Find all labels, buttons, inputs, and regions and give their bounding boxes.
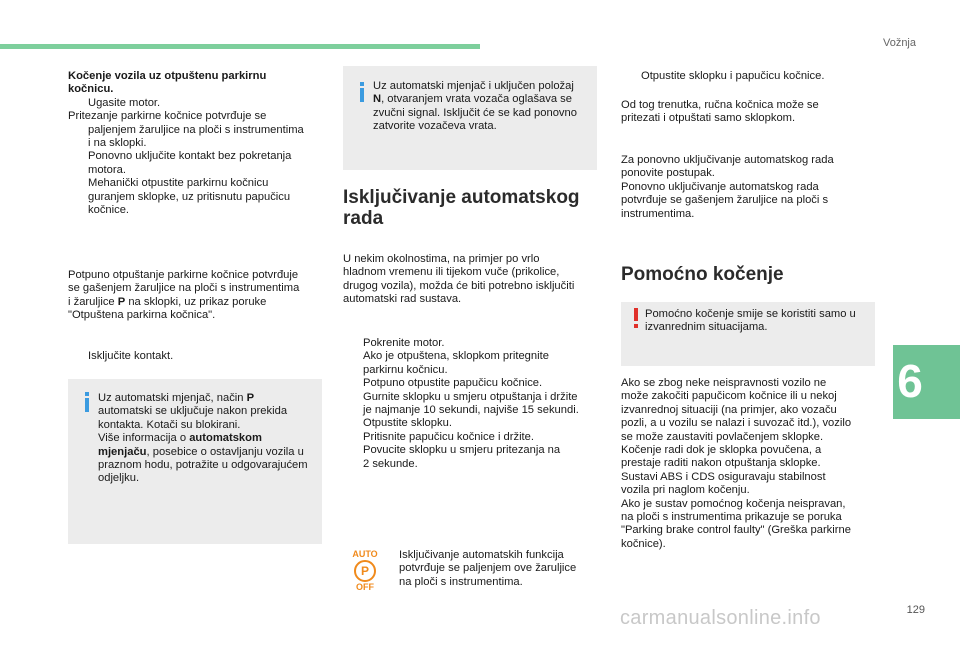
emergency-braking-paragraph: Ako se zbog neke neispravnosti vozilo ne može zakočiti papučicom kočnice ili u nekoj izvanrednoj situaciji (na primjer, ako vozaču pozli, a u vozilu se nalazi i suvozač itd.), vozilo se može zaustaviti povlačenjem sklopke. Kočenje radi dok je sklopka povučena, a prestaje raditi nakon otpuštanja sklopke. Sustavi ABS i CDS osiguravaju stabilnost vozila pri naglom kočenju. Ako je sustav pomoćnog kočenja neispravan, na ploči s instrumentima prikazuje se poruka "Parking brake control faulty" (Greška parkirne kočnice). — [621, 377, 852, 550]
auto-off-confirmation-text: Isključivanje automatskih funkcija potvrđuje se paljenjem ove žaruljice na ploči s instrumentima. — [399, 549, 577, 588]
chapter-number: 6 — [897, 355, 923, 407]
procedure-heading-cont: kočnicu. — [68, 83, 114, 96]
text-line: kočnice. — [88, 204, 130, 217]
step-item: Mehanički otpustite parkirnu kočnicu — [88, 177, 269, 190]
text-line: "Otpuštena parkirna kočnica". — [68, 309, 216, 322]
warning-icon — [631, 308, 641, 328]
step-item: Ponovno uključite kontakt bez pokretanja — [88, 150, 292, 163]
step-item: Ako je otpuštena, sklopkom pritegnite — [363, 350, 549, 363]
text-line: motora. — [88, 163, 126, 176]
text-line: i na sklopki. — [88, 137, 147, 150]
step-item: Isključite kontakt. — [88, 350, 174, 362]
watermark: carmanualsonline.info — [620, 607, 821, 629]
disable-auto-intro: U nekim okolnostima, na primjer po vrlo hladnom vremenu ili tijekom vuče (prikolice, drugog vozila), možda će biti potrebno isključiti automatski rad sustava. — [343, 253, 575, 306]
procedure-heading: Kočenje vozila uz otpuštenu parkirnu — [68, 70, 267, 82]
info-icon — [82, 392, 92, 412]
header-accent-bar — [0, 44, 480, 49]
section-heading-disable-auto: Isključivanje automatskog rada — [343, 187, 580, 229]
section-heading-emergency-braking: Pomoćno kočenje — [621, 264, 784, 285]
step-item: Pritisnite papučicu kočnice i držite. — [363, 430, 534, 443]
disable-auto-steps: Pokrenite motor. Ako je otpuštena, sklopkom pritegnite parkirnu kočnicu. Potpuno otpustite papučicu kočnice. Gurnite sklopku u smjeru otpuštanja i držite je najmanje 10 sekundi, najviše 15 sekundi. Otpustite sklopku. Pritisnite papučicu kočnice i držite. Povucite sklopku u smjeru pritezanja na 2 sekunde. — [343, 337, 597, 471]
step-item: Otpustite sklopku. — [363, 417, 452, 430]
text-line: i žaruljice P na sklopki, uz prikaz poruke — [68, 295, 267, 308]
step-item: Potpuno otpustite papučicu kočnice. — [363, 377, 543, 390]
warning-note-emergency: Pomoćno kočenje smije se koristiti samo u izvanrednim situacijama. — [621, 302, 875, 366]
page-number: 129 — [906, 604, 925, 616]
text-line: Potpuno otpuštanje parkirne kočnice potvrđuje — [68, 269, 299, 281]
parking-release-procedure — [68, 70, 322, 217]
text-line: guranjem sklopke, uz pritisnutu papučicu — [88, 190, 291, 203]
text-line: Pritezanje parkirne kočnice potvrđuje se — [68, 110, 267, 123]
section-title: Vožnja — [882, 37, 916, 49]
text-line: paljenjem žaruljice na ploči s instrumentima — [88, 123, 304, 136]
manual-only-paragraph: Od tog trenutka, ručna kočnica može se pritezati i otpuštati samo sklopkom. — [621, 99, 819, 125]
step-item: Otpustite sklopku i papučicu kočnice. — [641, 70, 825, 82]
step-item: Pokrenite motor. — [363, 337, 445, 349]
text-line: se gašenjem žaruljice na ploči s instrumentima — [68, 282, 300, 295]
release-confirmation-paragraph — [68, 269, 322, 323]
info-note-position-n: Uz automatski mjenjač i uključen položaj N, otvaranjem vrata vozača oglašava se zvučni signal. Isključit će se kad ponovno zatvorite vozačeva vrata. — [343, 66, 597, 170]
auto-p-off-warning-icon: AUTO P OFF — [352, 549, 378, 592]
step-item: Ugasite motor. — [88, 96, 161, 109]
info-icon — [357, 82, 367, 102]
info-note-automatic-gearbox: Uz automatski mjenjač, način P automatski se uključuje nakon prekida kontakta. Kotači su blokirani. Više informacija o automatskom mjenjaču, posebice o ostavljanju vozila u praznom hodu, potražite u odgovarajućem odjeljku. — [68, 379, 322, 544]
re-enable-auto-paragraph: Za ponovno uključivanje automatskog rada ponovite postupak. Ponovno uključivanje automatskog rada potvrđuje se gašenjem žaruljice na ploči s instrumentima. — [621, 154, 834, 220]
step-item: Gurnite sklopku u smjeru otpuštanja i držite — [363, 390, 578, 403]
step-item: Povucite sklopku u smjeru pritezanja na — [363, 444, 561, 457]
